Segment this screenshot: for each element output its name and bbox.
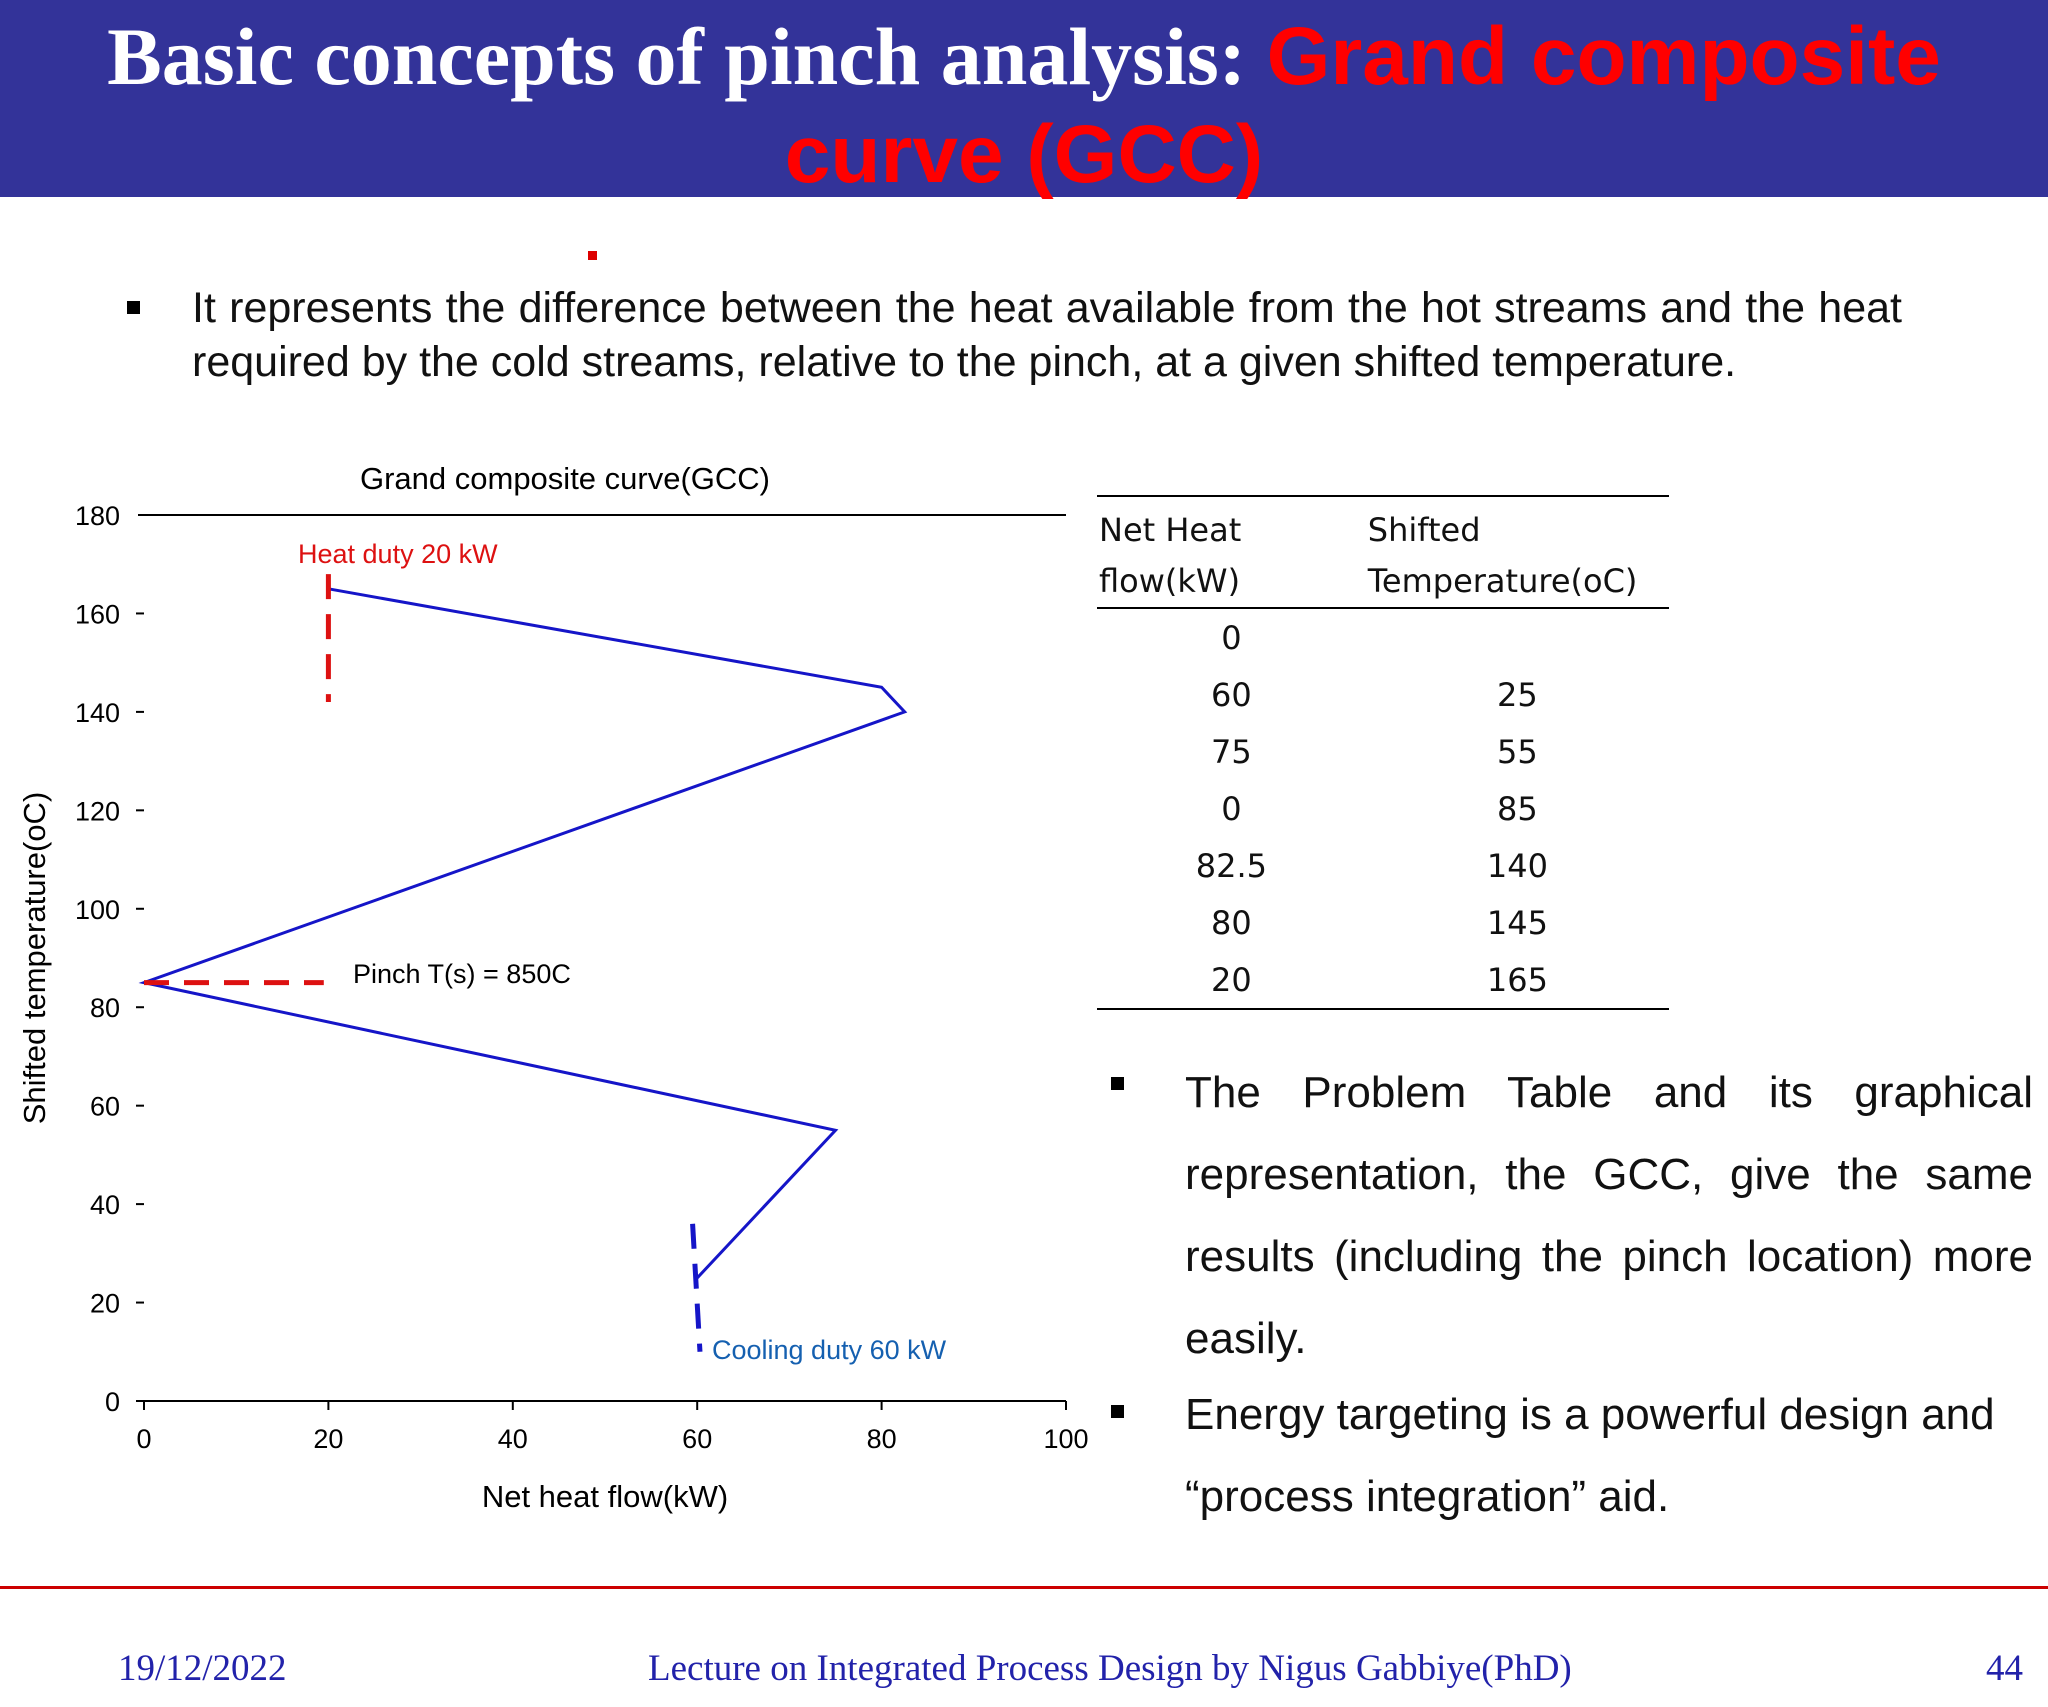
y-tick-label: 180: [74, 501, 120, 531]
targeting-bullet-text: Energy targeting is a powerful design and “process integration” aid.: [1185, 1390, 1995, 1521]
y-tick-label: 60: [89, 1091, 120, 1122]
x-tick-label: 0: [136, 1424, 152, 1454]
problem-table-header: [1097, 496, 1669, 608]
table-row: 82.5 140: [1195, 846, 1548, 885]
slide-title-highlight: Grand composite curve (GCC): [784, 11, 1941, 200]
y-tick-label: 120: [74, 796, 120, 827]
gcc-chart: [0, 455, 1100, 1535]
x-tick-label: 100: [1043, 1424, 1089, 1454]
slide-title: [0, 8, 2048, 204]
x-axis-label: Net heat flow(kW): [481, 1479, 729, 1514]
summary-bullet-text: The Problem Table and its graphical representation, the GCC, give the same results (including the pinch location) more easily.: [1185, 1068, 2033, 1363]
x-tick-label: 20: [313, 1424, 344, 1454]
footer-page-number: 44: [1986, 1648, 2023, 1689]
bullet-marker: [1111, 1405, 1124, 1418]
table-row: 0: [1221, 618, 1242, 657]
table-row: 60 25: [1211, 675, 1538, 714]
header-shifted-temperature: Shifted Temperature(oC): [1367, 511, 1638, 600]
chart-title: Grand composite curve(GCC): [359, 461, 771, 496]
cooling-duty-line: [693, 1224, 700, 1352]
intro-bullet-text: It represents the difference between the heat available from the hot streams and the heat required by the cold streams, relative to the pinch, at a given shifted temperature.: [192, 284, 1902, 386]
heat-duty-annotation: Heat duty 20 kW: [298, 539, 498, 569]
x-tick-label: 40: [497, 1424, 528, 1454]
y-axis-label: Shifted temperature(oC): [17, 791, 52, 1125]
red-dot-mark: [588, 251, 597, 260]
bullet-marker: [127, 301, 140, 314]
x-tick-label: 60: [682, 1424, 713, 1454]
problem-table: [1097, 495, 1669, 1010]
gcc-series-line: [144, 589, 905, 1278]
y-tick-label: 80: [89, 993, 120, 1024]
table-row: 80 145: [1211, 903, 1548, 942]
y-tick-label: 140: [74, 697, 120, 728]
table-row: 0 85: [1221, 789, 1538, 828]
footer-divider: [0, 1586, 2048, 1589]
y-tick-label: 0: [104, 1387, 120, 1417]
pinch-annotation: Pinch T(s) = 850C: [353, 959, 571, 989]
bullet-marker: [1111, 1077, 1124, 1090]
y-tick-label: 40: [89, 1190, 120, 1221]
y-tick-label: 100: [74, 894, 120, 925]
slide-title-main: Basic concepts of pinch analysis:: [107, 11, 1267, 102]
y-tick-label: 20: [89, 1288, 120, 1319]
header-net-heat-flow: Net Heat flow(kW): [1099, 511, 1242, 600]
table-row: 75 55: [1211, 732, 1538, 771]
title-banner: [0, 0, 2048, 200]
table-row: 20 165: [1097, 951, 1669, 1009]
x-tick-label: 80: [866, 1424, 897, 1454]
footer-date: 19/12/2022: [118, 1648, 287, 1689]
footer-lecture-title: Lecture on Integrated Process Design by Nigus Gabbiye(PhD): [648, 1648, 1572, 1689]
cooling-duty-annotation: Cooling duty 60 kW: [712, 1335, 947, 1365]
y-tick-label: 160: [74, 599, 120, 630]
